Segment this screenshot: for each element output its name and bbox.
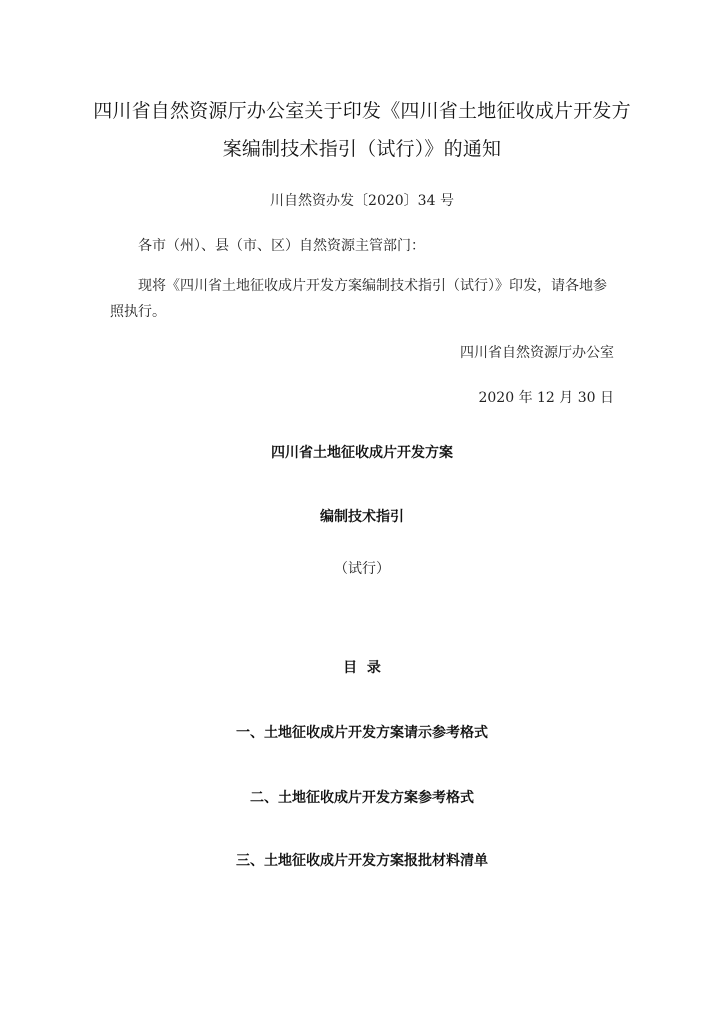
guide-subtitle: （试行） [334, 561, 390, 577]
issue-date: 2020 年 12 月 30 日 [478, 390, 614, 406]
notice-body: 现将《四川省土地征收成片开发方案编制技术指引（试行）》印发，请各地参照执行。 [110, 278, 607, 320]
issuing-office: 四川省自然资源厅办公室 [460, 345, 614, 361]
toc-item-3: 三、土地征收成片开发方案报批材料清单 [236, 853, 488, 869]
guide-title-line-2: 编制技术指引 [320, 509, 404, 525]
notice-title-line-2: 案编制技术指引（试行）》的通知 [222, 138, 502, 160]
guide-title-line-1: 四川省土地征收成片开发方案 [271, 445, 453, 461]
toc-heading: 目 录 [343, 660, 381, 676]
salutation: 各市（州）、县（市、区）自然资源主管部门： [138, 238, 425, 254]
document-number: 川自然资办发〔2020〕34 号 [270, 193, 454, 209]
toc-item-2: 二、土地征收成片开发方案参考格式 [250, 790, 474, 806]
notice-title-line-1: 四川省自然资源厅办公室关于印发《四川省土地征收成片开发方 [93, 100, 631, 122]
toc-item-1: 一、土地征收成片开发方案请示参考格式 [236, 725, 488, 741]
